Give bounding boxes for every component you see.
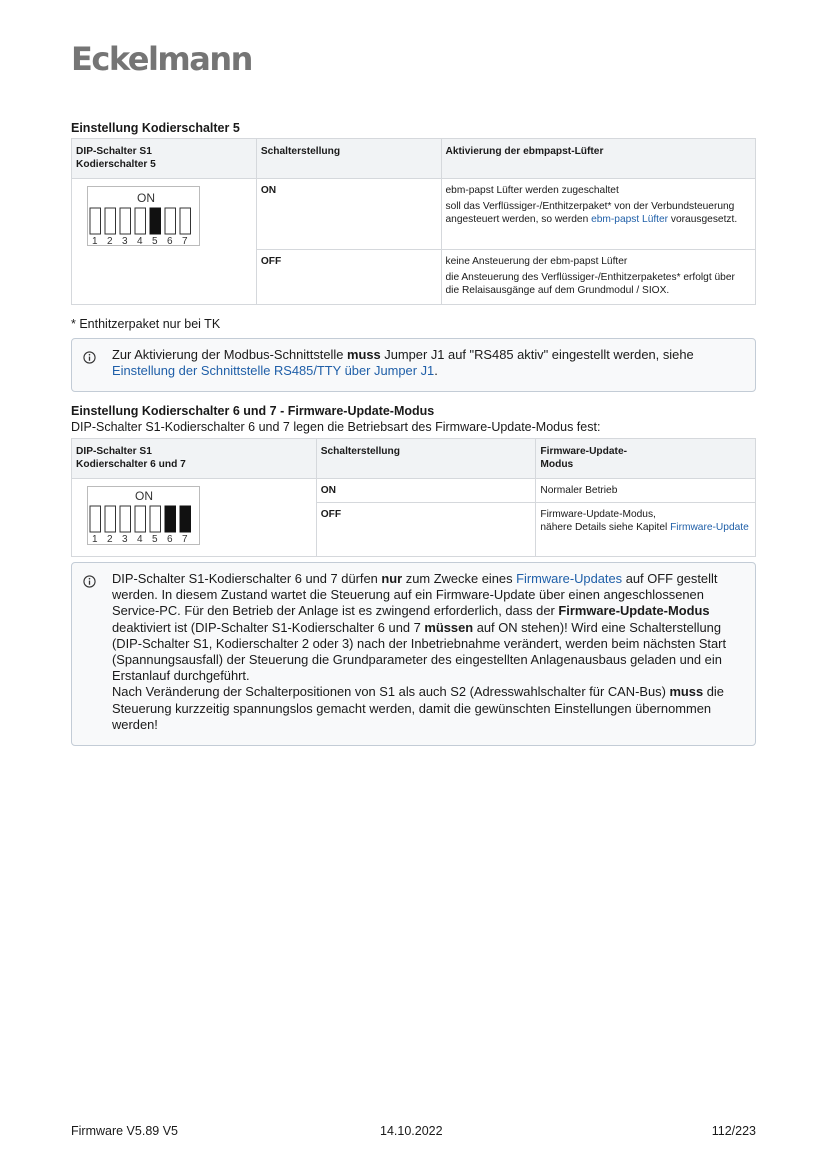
setting-on: ON xyxy=(316,479,536,503)
info-panel-firmware xyxy=(71,562,756,746)
activation-on-line1: ebm-papst Lüfter werden zugeschaltet xyxy=(445,185,619,196)
activation-on-cell xyxy=(441,179,755,250)
switch-6-7-table xyxy=(71,438,756,557)
mode-off-line1: Firmware-Update-Modus, xyxy=(540,509,656,520)
dip-on-label: ON xyxy=(137,191,155,205)
activation-off-line1: keine Ansteuerung der ebm-papst Lüfter xyxy=(445,256,628,267)
activation-off-cell xyxy=(441,250,755,305)
col-header-setting: Schalterstellung xyxy=(256,139,441,179)
dip-on-label: ON xyxy=(135,489,153,503)
note-text xyxy=(112,571,743,733)
svg-text:7: 7 xyxy=(182,236,188,247)
dip-switch-6-set xyxy=(165,506,176,532)
table-row-on xyxy=(72,179,756,250)
ebm-papst-fans-link[interactable]: ebm-papst Lüfter xyxy=(591,213,669,225)
info-icon xyxy=(83,351,96,364)
svg-text:2: 2 xyxy=(107,534,113,545)
info-icon xyxy=(83,575,96,588)
note-paragraph-2: Nach Veränderung der Schalterpositionen von S1 als auch S2 (Adresswahlschalter für CAN-Bus) muss die Steuerung kurzzeitig spannungslos gemacht werden, damit die gewünschten Einstellungen übernommen werden! xyxy=(112,684,724,732)
section-heading-switch-6-7: Einstellung Kodierschalter 6 und 7 - Firmware-Update-Modus xyxy=(71,404,435,418)
col-header-dip: DIP-Schalter S1 Kodierschalter 5 xyxy=(72,139,257,179)
section-intro: DIP-Schalter S1-Kodierschalter 6 und 7 legen die Betriebsart des Firmware-Update-Modus fest: xyxy=(71,420,601,434)
table-header-row xyxy=(72,139,756,179)
dip-switch-5-image xyxy=(87,186,201,252)
footnote: * Enthitzerpaket nur bei TK xyxy=(71,317,221,331)
firmware-update-link[interactable]: Firmware-Update xyxy=(670,521,749,533)
note-text: Zur Aktivierung der Modbus-Schnittstelle muss Jumper J1 auf "RS485 aktiv" eingestellt werden, siehe Einstellung der Schnittstelle RS485/TTY über Jumper J1. xyxy=(112,347,694,379)
footer-date: 14.10.2022 xyxy=(380,1124,443,1138)
mode-off-cell xyxy=(536,503,756,557)
col-header-setting: Schalterstellung xyxy=(316,439,536,479)
dip-switch-cell xyxy=(72,179,257,305)
col-header-activation: Aktivierung der ebmpapst-Lüfter xyxy=(441,139,755,179)
col-header-dip: DIP-Schalter S1 Kodierschalter 6 und 7 xyxy=(72,439,317,479)
setting-off: OFF xyxy=(316,503,536,557)
svg-text:1: 1 xyxy=(92,534,98,545)
rs485-jumper-link[interactable]: Einstellung der Schnittstelle RS485/TTY über Jumper J1 xyxy=(112,363,435,379)
activation-off-line2: die Ansteuerung des Verflüssiger-/Enthitzerpaketes* erfolgt über die Relaisausgänge auf dem Grundmodul / SIOX. xyxy=(445,271,735,296)
mode-on: Normaler Betrieb xyxy=(536,479,756,503)
table-header-row xyxy=(72,439,756,479)
svg-text:7: 7 xyxy=(182,534,188,545)
table-row-on xyxy=(72,479,756,503)
section-heading-switch-5: Einstellung Kodierschalter 5 xyxy=(71,121,240,135)
svg-text:6: 6 xyxy=(167,236,173,247)
dip-switch-cell xyxy=(72,479,317,557)
note-paragraph-1: DIP-Schalter S1-Kodierschalter 6 und 7 dürfen nur zum Zwecke eines Firmware-Updates auf OFF gestellt werden. In diesem Zustand wartet die Steuerung auf ein Firmware-Update über einen angeschlossenen Service-PC. Für den Betrieb der Anlage ist es zwingend erforderlich, dass der Firmware-Update-Modus deaktiviert ist (DIP-Schalter S1-Kodierschalter 6 und 7 müssen auf ON stehen)! Wird eine Schalterstellung (DIP-Schalter S1, Kodierschalter 2 oder 3) nach der Inbetriebnahme verändert, werden beim nächsten Start (Spannungsausfall) der Steuerung die Grundparameter des eingestellten Anlagenausbaus geladen und ein Erstanlauf durchgeführt. xyxy=(112,571,727,684)
setting-on: ON xyxy=(256,179,441,250)
dip-switch-7-set xyxy=(180,506,191,532)
firmware-updates-link[interactable]: Firmware-Updates xyxy=(516,571,623,586)
setting-off: OFF xyxy=(256,250,441,305)
dip-switch-5-set xyxy=(150,208,161,234)
mode-off-line2: nähere Details siehe Kapitel Firmware-Update xyxy=(540,521,749,533)
svg-text:4: 4 xyxy=(137,236,143,247)
footer-page-number: 112/223 xyxy=(711,1124,756,1138)
svg-text:5: 5 xyxy=(152,534,158,545)
eckelmann-logo: Eckelmann xyxy=(71,40,252,78)
svg-text:3: 3 xyxy=(122,236,128,247)
svg-text:6: 6 xyxy=(167,534,173,545)
switch-5-table xyxy=(71,138,756,305)
svg-text:3: 3 xyxy=(122,534,128,545)
activation-on-line2: soll das Verflüssiger-/Enthitzerpaket* von der Verbundsteuerung angesteuert werden, so werden ebm-papst Lüfter vorausgesetzt. xyxy=(445,200,738,225)
svg-text:5: 5 xyxy=(152,236,158,247)
svg-text:4: 4 xyxy=(137,534,143,545)
col-header-mode: Firmware-Update- Modus xyxy=(536,439,756,479)
svg-text:1: 1 xyxy=(92,236,98,247)
dip-switch-6-7-image xyxy=(87,486,201,548)
svg-text:2: 2 xyxy=(107,236,113,247)
footer-version: Firmware V5.89 V5 xyxy=(71,1124,178,1138)
info-panel-modbus xyxy=(71,338,756,392)
